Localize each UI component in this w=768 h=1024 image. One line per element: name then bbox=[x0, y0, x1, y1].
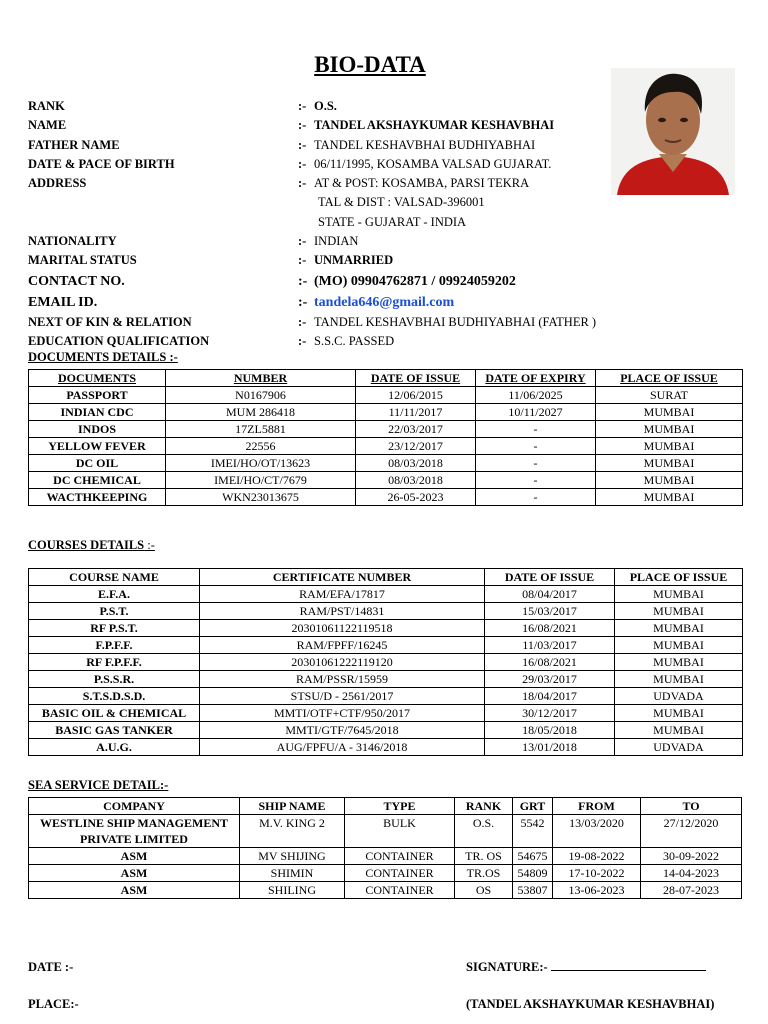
field-separator: :- bbox=[298, 273, 308, 289]
field-label: RANK bbox=[28, 99, 65, 113]
table-cell: YELLOW FEVER bbox=[29, 438, 166, 455]
table-cell: 16/08/2021 bbox=[485, 654, 615, 671]
field-label: NAME bbox=[28, 118, 67, 133]
table-cell: 22556 bbox=[166, 438, 356, 455]
table-cell: - bbox=[476, 472, 596, 489]
table-cell: TR.OS bbox=[455, 865, 513, 882]
table-row bbox=[29, 848, 742, 865]
table-cell: CONTAINER bbox=[345, 848, 455, 865]
table-cell: WKN23013675 bbox=[166, 489, 356, 506]
personal-row bbox=[28, 292, 608, 313]
table-cell: 27/12/2020 bbox=[641, 815, 742, 832]
table-cell: P.S.T. bbox=[29, 603, 200, 620]
table-row bbox=[29, 688, 743, 705]
table-cell: A.U.G. bbox=[29, 739, 200, 756]
table-cell: 17ZL5881 bbox=[166, 421, 356, 438]
column-header: NUMBER bbox=[166, 370, 356, 387]
table-cell: 10/11/2027 bbox=[476, 404, 596, 421]
sea-service-table bbox=[28, 797, 742, 899]
table-cell: DC CHEMICAL bbox=[29, 472, 166, 489]
table-cell: INDIAN CDC bbox=[29, 404, 166, 421]
table-cell: 13-06-2023 bbox=[553, 882, 641, 899]
table-cell: SURAT bbox=[596, 387, 743, 404]
field-separator: :- bbox=[298, 176, 307, 191]
profile-photo bbox=[611, 68, 735, 195]
table-cell: CONTAINER bbox=[345, 865, 455, 882]
table-cell: DC OIL bbox=[29, 455, 166, 472]
table-cell: 13/01/2018 bbox=[485, 739, 615, 756]
column-header: COURSE NAME bbox=[29, 569, 200, 586]
table-cell: PRIVATE LIMITED bbox=[29, 831, 240, 848]
field-value: TANDEL KESHAVBHAI BUDHIYABHAI (FATHER ) bbox=[314, 314, 597, 329]
table-cell: 15/03/2017 bbox=[485, 603, 615, 620]
table-row bbox=[29, 455, 743, 472]
field-label: CONTACT NO. bbox=[28, 273, 125, 289]
field-value: STATE - GUJARAT - INDIA bbox=[318, 214, 467, 229]
table-row bbox=[29, 387, 743, 404]
table-cell: - bbox=[476, 438, 596, 455]
table-cell: 11/11/2017 bbox=[356, 404, 476, 421]
field-separator: :- bbox=[298, 156, 307, 171]
table-cell: - bbox=[476, 455, 596, 472]
table-cell: 54809 bbox=[513, 865, 553, 882]
field-value: TAL & DIST : VALSAD-396001 bbox=[318, 195, 485, 210]
personal-row bbox=[28, 271, 608, 292]
field-value: O.S. bbox=[314, 99, 337, 113]
table-cell: MMTI/OTF+CTF/950/2017 bbox=[200, 705, 485, 722]
personal-details bbox=[28, 97, 608, 351]
table-cell: 29/03/2017 bbox=[485, 671, 615, 688]
courses-heading: COURSES DETAILS :- bbox=[28, 538, 155, 552]
table-row bbox=[29, 603, 743, 620]
column-header: SHIP NAME bbox=[240, 798, 345, 815]
table-row bbox=[29, 705, 743, 722]
table-cell: MUMBAI bbox=[596, 438, 743, 455]
field-value: (MO) 09904762871 / 09924059202 bbox=[314, 273, 516, 289]
table-row bbox=[29, 438, 743, 455]
table-cell: MUMBAI bbox=[596, 472, 743, 489]
table-row bbox=[29, 472, 743, 489]
table-cell: P.S.S.R. bbox=[29, 671, 200, 688]
table-cell: ASM bbox=[29, 848, 240, 865]
table-cell: ASM bbox=[29, 865, 240, 882]
table-cell: TR. OS bbox=[455, 848, 513, 865]
documents-table bbox=[28, 369, 743, 506]
signature-field: SIGNATURE:- bbox=[466, 960, 706, 975]
table-cell: 30/12/2017 bbox=[485, 705, 615, 722]
table-cell: MUMBAI bbox=[615, 620, 743, 637]
table-row bbox=[29, 739, 743, 756]
field-value: 06/11/1995, KOSAMBA VALSAD GUJARAT. bbox=[314, 156, 552, 171]
table-cell: MUMBAI bbox=[615, 603, 743, 620]
table-cell: WACTHKEEPING bbox=[29, 489, 166, 506]
table-cell bbox=[641, 831, 742, 848]
table-cell: 19-08-2022 bbox=[553, 848, 641, 865]
table-cell: O.S. bbox=[455, 815, 513, 832]
field-separator: :- bbox=[298, 294, 308, 310]
field-label: ADDRESS bbox=[28, 176, 87, 191]
table-row bbox=[29, 404, 743, 421]
page-title: BIO-DATA bbox=[314, 52, 426, 77]
personal-row bbox=[28, 251, 608, 270]
table-cell: STSU/D - 2561/2017 bbox=[200, 688, 485, 705]
table-cell: MMTI/GTF/7645/2018 bbox=[200, 722, 485, 739]
personal-row bbox=[28, 116, 608, 135]
table-cell: MUMBAI bbox=[615, 671, 743, 688]
table-cell: RAM/PSSR/15959 bbox=[200, 671, 485, 688]
courses-table bbox=[28, 568, 743, 756]
table-row bbox=[29, 421, 743, 438]
field-label: MARITAL STATUS bbox=[28, 253, 137, 268]
field-separator: :- bbox=[298, 137, 307, 152]
table-cell: M.V. KING 2 bbox=[240, 815, 345, 832]
personal-row bbox=[28, 155, 608, 174]
table-row bbox=[29, 831, 742, 848]
field-value: S.S.C. PASSED bbox=[314, 333, 395, 348]
table-cell: MUMBAI bbox=[615, 654, 743, 671]
table-cell: 18/05/2018 bbox=[485, 722, 615, 739]
table-cell: WESTLINE SHIP MANAGEMENT bbox=[29, 815, 240, 832]
field-value: INDIAN bbox=[314, 234, 359, 249]
field-value: TANDEL AKSHAYKUMAR KESHAVBHAI bbox=[314, 118, 555, 133]
field-separator: :- bbox=[298, 118, 307, 133]
table-cell: N0167906 bbox=[166, 387, 356, 404]
field-value: TANDEL KESHAVBHAI BUDHIYABHAI bbox=[314, 137, 536, 152]
table-cell: UDVADA bbox=[615, 739, 743, 756]
table-cell bbox=[553, 831, 641, 848]
field-label: EMAIL ID. bbox=[28, 294, 98, 310]
personal-row bbox=[28, 213, 608, 232]
table-cell: 12/06/2015 bbox=[356, 387, 476, 404]
column-header: DATE OF EXPIRY bbox=[476, 370, 596, 387]
field-label: EDUCATION QUALIFICATION bbox=[28, 333, 210, 348]
column-header: FROM bbox=[553, 798, 641, 815]
table-cell bbox=[240, 831, 345, 848]
table-cell bbox=[513, 831, 553, 848]
table-row bbox=[29, 815, 742, 832]
table-cell: MUMBAI bbox=[596, 489, 743, 506]
table-cell: BASIC OIL & CHEMICAL bbox=[29, 705, 200, 722]
table-row bbox=[29, 865, 742, 882]
table-cell: IMEI/HO/OT/13623 bbox=[166, 455, 356, 472]
column-header: DATE OF ISSUE bbox=[485, 569, 615, 586]
table-cell: 14-04-2023 bbox=[641, 865, 742, 882]
table-cell: MUMBAI bbox=[615, 586, 743, 603]
field-value: AT & POST: KOSAMBA, PARSI TEKRA bbox=[314, 176, 530, 191]
field-label: NEXT OF KIN & RELATION bbox=[28, 314, 192, 329]
column-header: RANK bbox=[455, 798, 513, 815]
field-separator: :- bbox=[298, 253, 307, 268]
column-header: COMPANY bbox=[29, 798, 240, 815]
table-row bbox=[29, 637, 743, 654]
table-cell: 18/04/2017 bbox=[485, 688, 615, 705]
table-cell: SHIMIN bbox=[240, 865, 345, 882]
table-row bbox=[29, 882, 742, 899]
table-cell: 20301061222119120 bbox=[200, 654, 485, 671]
personal-row bbox=[28, 313, 608, 332]
table-cell: S.T.S.D.S.D. bbox=[29, 688, 200, 705]
signature-line bbox=[551, 960, 706, 971]
table-cell: 53807 bbox=[513, 882, 553, 899]
sea-service-heading: SEA SERVICE DETAIL:- bbox=[28, 778, 169, 792]
table-cell: 5542 bbox=[513, 815, 553, 832]
field-label: DATE & PACE OF BIRTH bbox=[28, 156, 175, 171]
signature-name: (TANDEL AKSHAYKUMAR KESHAVBHAI) bbox=[466, 997, 715, 1011]
column-header: GRT bbox=[513, 798, 553, 815]
table-cell: MUMBAI bbox=[596, 455, 743, 472]
table-cell: MUMBAI bbox=[615, 722, 743, 739]
table-cell: 20301061122119518 bbox=[200, 620, 485, 637]
table-cell: 26-05-2023 bbox=[356, 489, 476, 506]
table-cell: AUG/FPFU/A - 3146/2018 bbox=[200, 739, 485, 756]
table-cell bbox=[455, 831, 513, 848]
table-cell: MV SHIJING bbox=[240, 848, 345, 865]
table-cell: 11/03/2017 bbox=[485, 637, 615, 654]
table-cell: RF F.P.F.F. bbox=[29, 654, 200, 671]
table-row bbox=[29, 654, 743, 671]
field-label: FATHER NAME bbox=[28, 137, 120, 152]
field-label: NATIONALITY bbox=[28, 234, 117, 249]
table-row bbox=[29, 586, 743, 603]
table-cell: BULK bbox=[345, 815, 455, 832]
table-cell: UDVADA bbox=[615, 688, 743, 705]
column-header: CERTIFICATE NUMBER bbox=[200, 569, 485, 586]
email-link[interactable]: tandela646@gmail.com bbox=[314, 294, 455, 310]
table-cell: 13/03/2020 bbox=[553, 815, 641, 832]
table-row bbox=[29, 489, 743, 506]
table-cell: 17-10-2022 bbox=[553, 865, 641, 882]
field-separator: :- bbox=[298, 333, 307, 348]
column-header: PLACE OF ISSUE bbox=[596, 370, 743, 387]
table-cell: E.F.A. bbox=[29, 586, 200, 603]
table-cell: RAM/EFA/17817 bbox=[200, 586, 485, 603]
table-cell: 22/03/2017 bbox=[356, 421, 476, 438]
table-cell: INDOS bbox=[29, 421, 166, 438]
table-cell: 30-09-2022 bbox=[641, 848, 742, 865]
table-cell: RAM/PST/14831 bbox=[200, 603, 485, 620]
field-separator: :- bbox=[298, 99, 307, 113]
personal-row bbox=[28, 136, 608, 155]
field-separator: :- bbox=[298, 234, 307, 249]
personal-row bbox=[28, 193, 608, 212]
table-cell: - bbox=[476, 421, 596, 438]
personal-row bbox=[28, 332, 608, 351]
table-cell: 23/12/2017 bbox=[356, 438, 476, 455]
table-row bbox=[29, 671, 743, 688]
documents-heading: DOCUMENTS DETAILS :- bbox=[28, 350, 178, 364]
table-cell: MUMBAI bbox=[615, 705, 743, 722]
table-cell: 08/04/2017 bbox=[485, 586, 615, 603]
place-label: PLACE:- bbox=[28, 997, 79, 1011]
table-cell: 08/03/2018 bbox=[356, 472, 476, 489]
table-cell: SHILING bbox=[240, 882, 345, 899]
table-cell: IMEI/HO/CT/7679 bbox=[166, 472, 356, 489]
personal-row bbox=[28, 174, 608, 193]
table-cell: BASIC GAS TANKER bbox=[29, 722, 200, 739]
table-cell: 54675 bbox=[513, 848, 553, 865]
column-header: TO bbox=[641, 798, 742, 815]
table-cell: - bbox=[476, 489, 596, 506]
table-cell: MUM 286418 bbox=[166, 404, 356, 421]
table-cell: PASSPORT bbox=[29, 387, 166, 404]
table-cell: 28-07-2023 bbox=[641, 882, 742, 899]
table-cell: 08/03/2018 bbox=[356, 455, 476, 472]
date-label: DATE :- bbox=[28, 960, 74, 974]
personal-row bbox=[28, 232, 608, 251]
field-value: UNMARRIED bbox=[314, 253, 394, 268]
table-cell: 11/06/2025 bbox=[476, 387, 596, 404]
column-header: DATE OF ISSUE bbox=[356, 370, 476, 387]
column-header: DOCUMENTS bbox=[29, 370, 166, 387]
table-cell: OS bbox=[455, 882, 513, 899]
table-cell: RAM/FPFF/16245 bbox=[200, 637, 485, 654]
table-cell bbox=[345, 831, 455, 848]
table-cell: MUMBAI bbox=[596, 421, 743, 438]
table-cell: CONTAINER bbox=[345, 882, 455, 899]
table-row bbox=[29, 722, 743, 739]
column-header: PLACE OF ISSUE bbox=[615, 569, 743, 586]
table-cell: MUMBAI bbox=[596, 404, 743, 421]
table-cell: MUMBAI bbox=[615, 637, 743, 654]
column-header: TYPE bbox=[345, 798, 455, 815]
table-cell: ASM bbox=[29, 882, 240, 899]
field-separator: :- bbox=[298, 314, 307, 329]
table-row bbox=[29, 620, 743, 637]
table-cell: 16/08/2021 bbox=[485, 620, 615, 637]
personal-row bbox=[28, 97, 608, 116]
table-cell: F.P.F.F. bbox=[29, 637, 200, 654]
table-cell: RF P.S.T. bbox=[29, 620, 200, 637]
